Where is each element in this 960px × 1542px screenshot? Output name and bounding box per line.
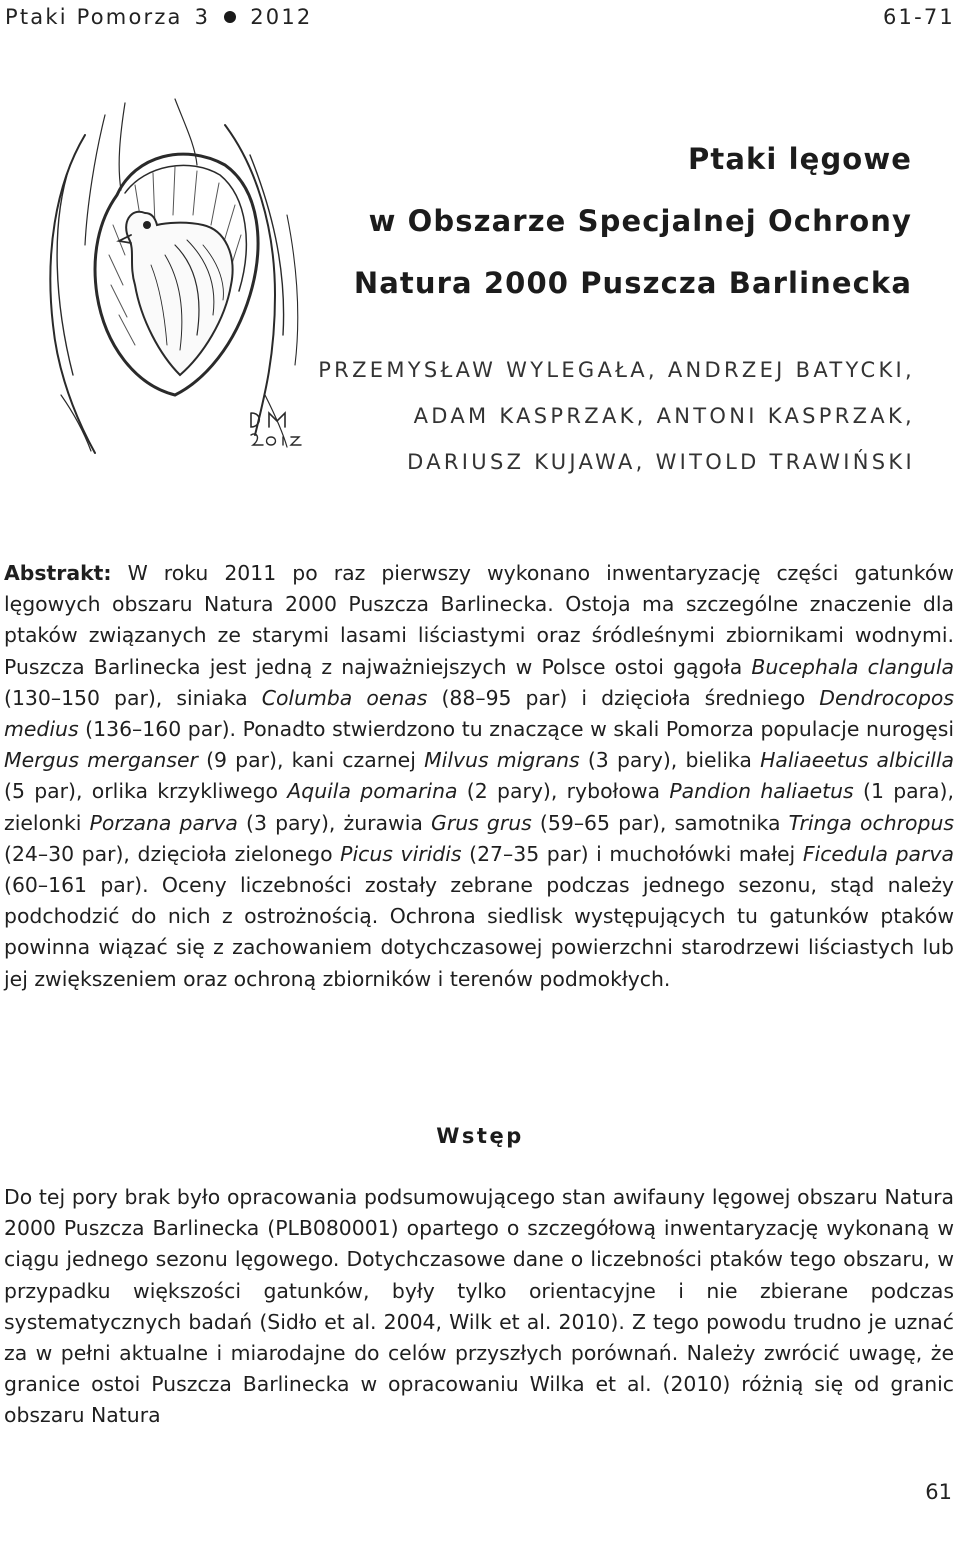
- abstract-text: (88–95 par) i dzięcioła średniego: [427, 685, 820, 710]
- abstract-text: (27–35 par) i muchołówki małej: [461, 841, 803, 866]
- species-name: Bucephala clangula: [751, 654, 954, 679]
- species-name: Milvus migrans: [424, 748, 580, 773]
- abstract-text: (9 par), kani czarnej: [197, 748, 425, 773]
- species-name: Picus viridis: [340, 841, 462, 866]
- species-name: Mergus merganser: [4, 748, 198, 773]
- section-heading: Wstęp: [436, 1124, 524, 1148]
- abstract-text: (2 pary), rybołowa: [457, 779, 670, 804]
- abstract-text: (60–161 par). Oceny liczebności zostały zebrane podczas jednego sezonu, stąd należy podchodzić do nich z ostrożnością. Ochrona siedlisk występujących tu gatunków ptaków powinna wiązać się z zachowaniem dotychczasowej powierzchni starodrzewi liściastych lub jej zwiększeniem oraz ochroną zbiorników i terenów podmokłych.: [4, 873, 954, 991]
- authors-line-1: PRZEMYSŁAW WYLEGAŁA, ANDRZEJ BATYCKI,: [318, 358, 915, 382]
- authors-line-2: ADAM KASPRZAK, ANTONI KASPRZAK,: [413, 404, 915, 428]
- running-head: [5, 2, 955, 32]
- journal-volume: 3: [194, 5, 211, 29]
- abstract-text: W roku 2011 po raz pierwszy wykonano inwentaryzację części gatunków lęgowych obszaru Natura 2000 Puszcza Barlinecka. Ostoja ma szczególne znaczenie dla ptaków związanych ze starymi lasami liściastymi oraz śródleśnymi zbiornikami wodnymi. Puszcza Barlinecka jest jedną z najważniejszych w Polsce ostoi gągoła: [4, 561, 954, 679]
- abstract-text: (3 pary), bielika: [579, 748, 761, 773]
- species-name: Aquila pomarina: [287, 779, 458, 804]
- species-name: Tringa ochropus: [788, 810, 954, 835]
- title-line-1: Ptaki lęgowe: [688, 142, 912, 176]
- article-title: [312, 128, 912, 314]
- abstract-text: (136–160 par). Ponadto stwierdzono tu znaczące w skali Pomorza populacje nurogęsi: [78, 717, 954, 742]
- journal-name: Ptaki Pomorza: [5, 5, 183, 29]
- species-name: Grus grus: [431, 810, 532, 835]
- bullet-icon: [224, 11, 236, 23]
- abstract-label: Abstrakt:: [4, 561, 112, 585]
- species-name: Ficedula parva: [802, 841, 954, 866]
- page-number: 61: [925, 1480, 952, 1504]
- author-list: [275, 347, 915, 485]
- abstract-text: (130–150 par), siniaka: [4, 685, 262, 710]
- abstract-text: (24–30 par), dzięcioła zielonego: [4, 841, 341, 866]
- title-line-2: w Obszarze Specjalnej Ochrony: [368, 204, 912, 238]
- authors-line-3: DARIUSZ KUJAWA, WITOLD TRAWIŃSKI: [407, 450, 915, 474]
- page-range: 61-71: [882, 5, 955, 29]
- abstract-text: (3 pary), żurawia: [237, 810, 432, 835]
- abstract-text: (1 para), zielonki: [4, 779, 954, 835]
- species-name: Pandion haliaetus: [669, 779, 854, 804]
- title-line-3: Natura 2000 Puszcza Barlinecka: [353, 266, 912, 300]
- intro-paragraph: Do tej pory brak było opracowania podsumowującego stan awifauny lęgowej obszaru Natura 2000 Puszcza Barlinecka (PLB080001) opartego o szczegółową inwentaryzację wykonaną w ciągu jednego sezonu lęgowego. Dotychczasowe dane o liczebności ptaków tego obszaru, w przypadku większości gatunków, były tylko orientacyjne i nie zbierane podczas systematycznych badań (Sidło et al. 2004, Wilk et al. 2010). Z tego powodu trudno je uznać za w pełni aktualne i miarodajne do celów przyszłych porównań. Należy zwrócić uwagę, że granice ostoi Puszcza Barlinecka w opracowaniu Wilka et al. (2010) różnią się od granic obszaru Natura: [4, 1185, 954, 1428]
- journal-citation: [5, 5, 312, 29]
- species-name: Haliaeetus albicilla: [760, 748, 954, 773]
- abstract-paragraph: [4, 558, 954, 995]
- species-name: Columba oenas: [261, 685, 428, 710]
- species-name: Dendrocopos medius: [4, 685, 954, 742]
- journal-year: 2012: [250, 5, 313, 29]
- species-name: Porzana parva: [89, 810, 238, 835]
- abstract-text: (5 par), orlika krzykliwego: [4, 779, 288, 804]
- abstract-text: (59–65 par), samotnika: [531, 810, 789, 835]
